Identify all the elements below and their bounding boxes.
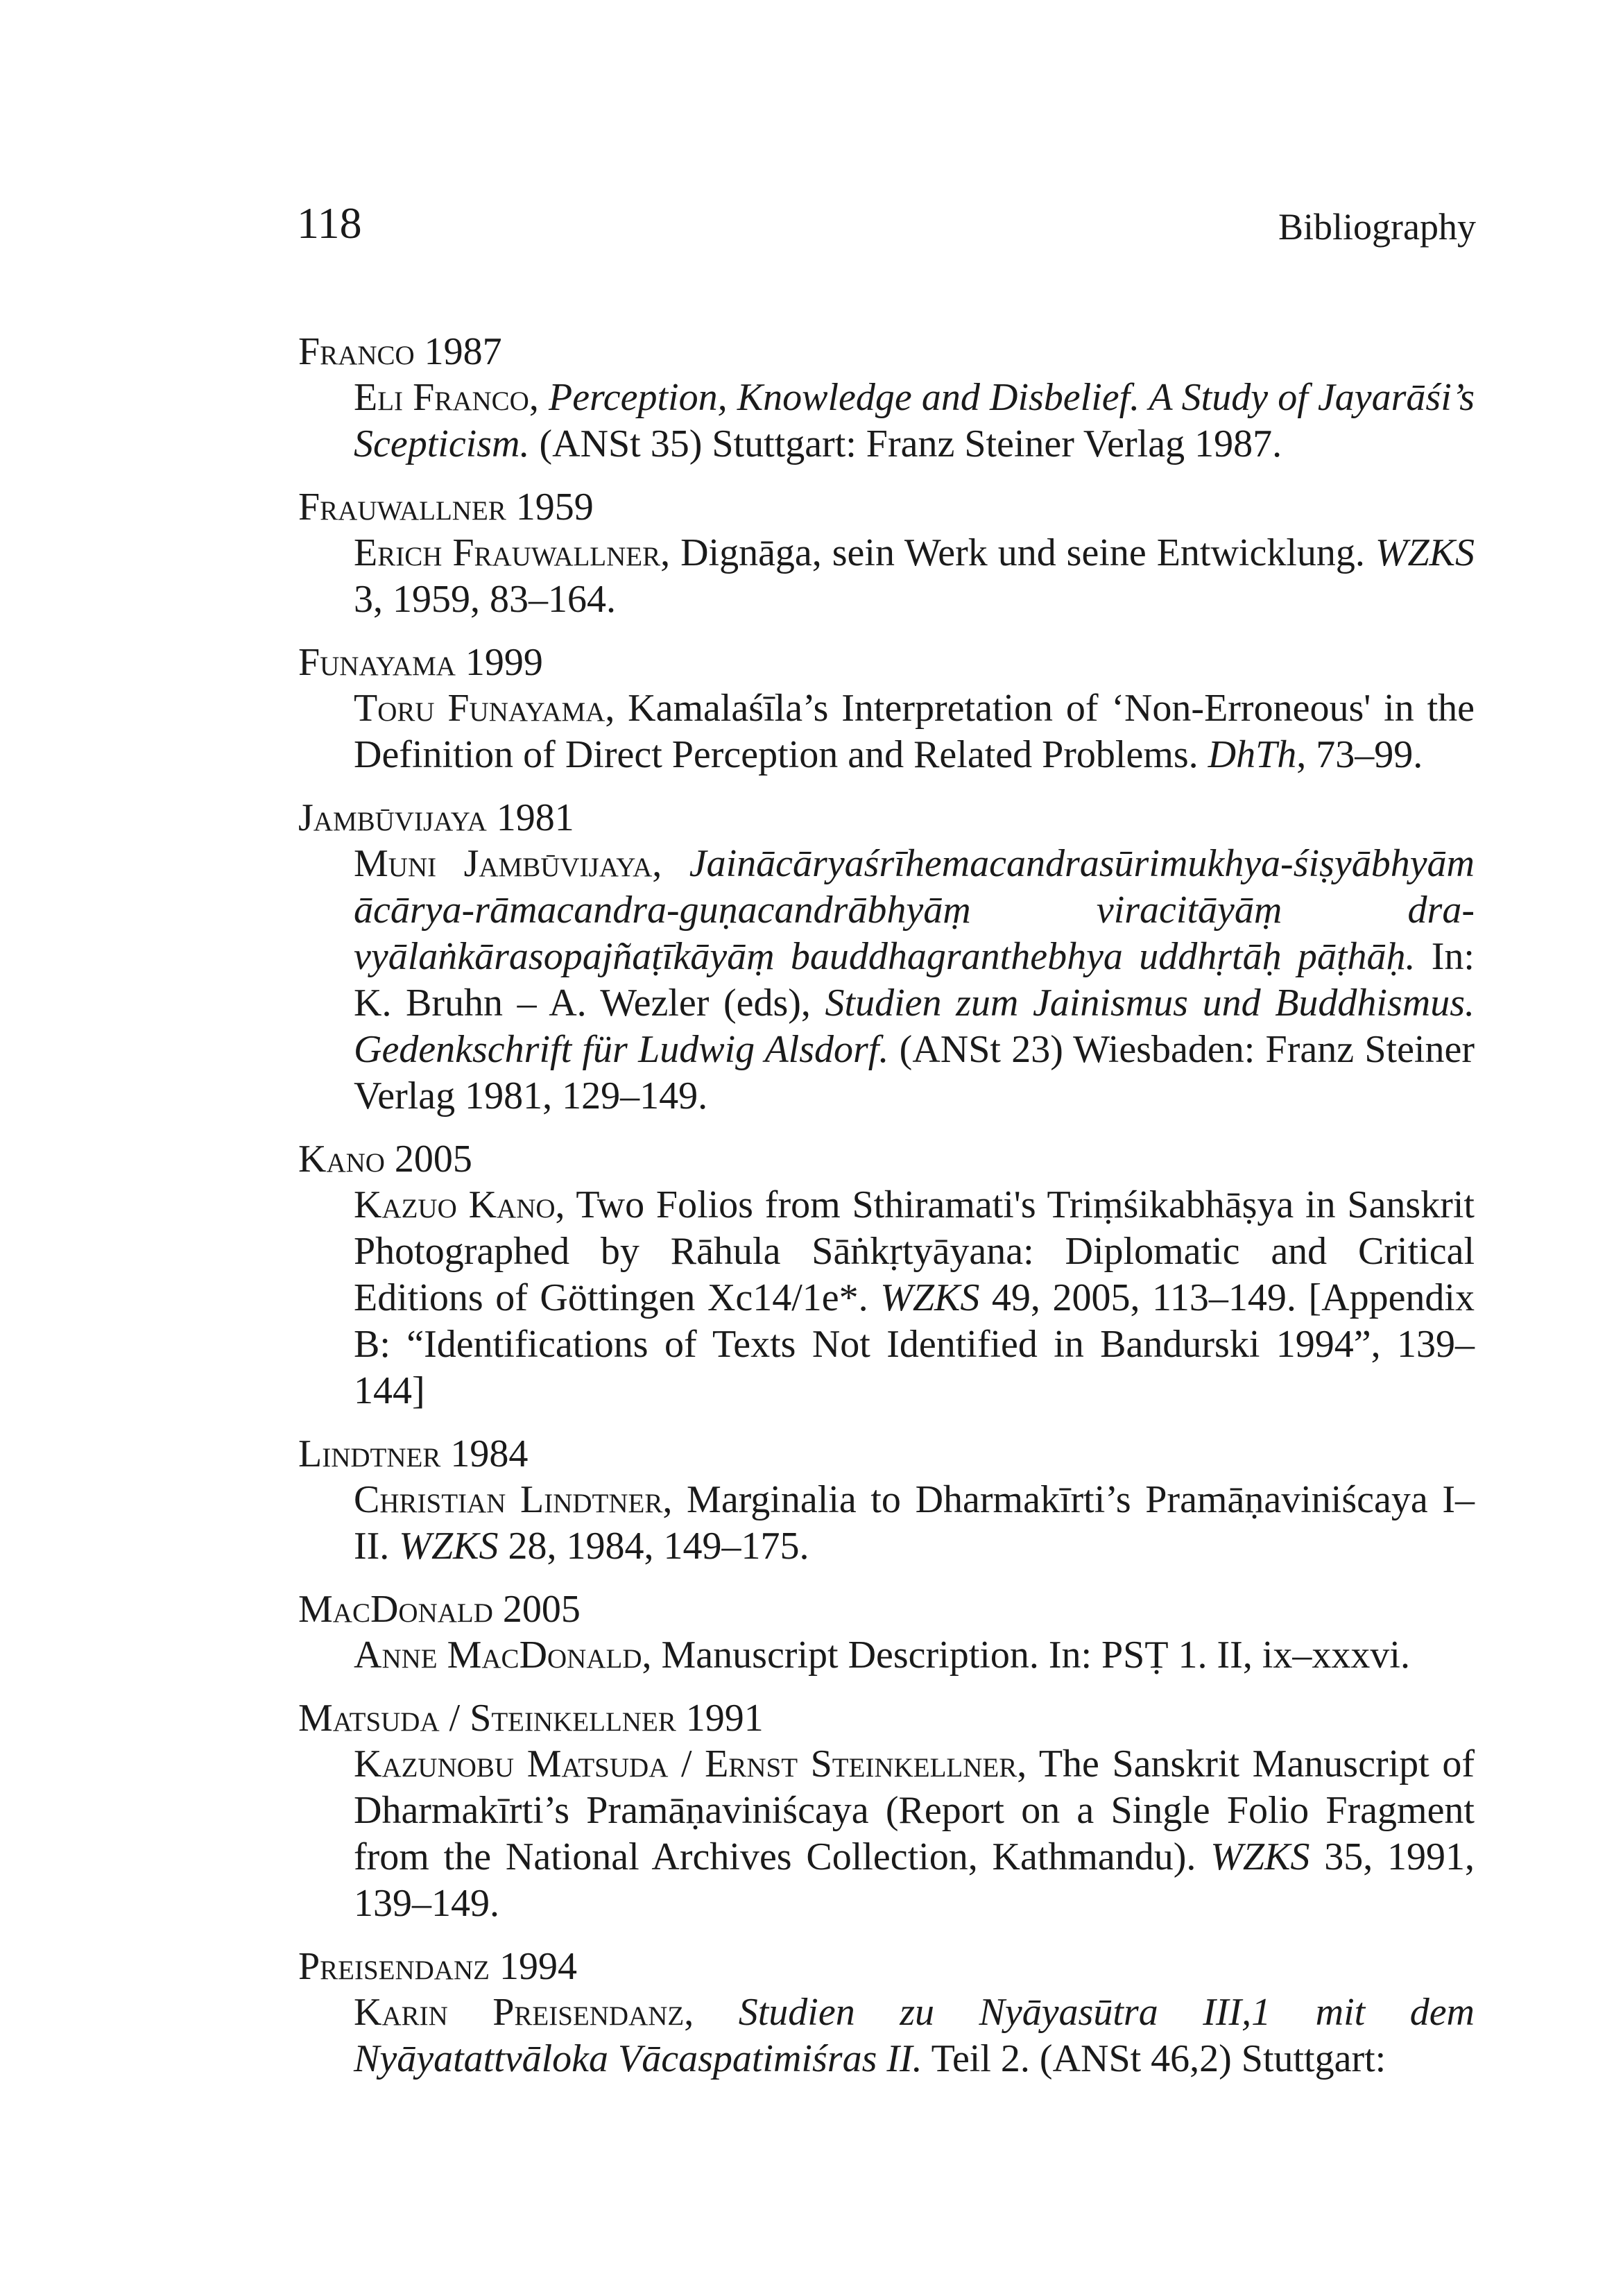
entry-key: Funayama 1999 [298, 641, 543, 684]
entry-key: Kano 2005 [298, 1138, 472, 1181]
entry-title: Studien zu Nyāyasūtra III,1 mit dem Nyāyatattvāloka Vācaspatimiśras II. [354, 1991, 1475, 2080]
entry-body [354, 1632, 1475, 1679]
entry-author: Anne MacDonald [354, 1634, 642, 1677]
entry-title: DhTh [1208, 733, 1297, 776]
entry-body [354, 1989, 1475, 2082]
entry-key: Franco 1987 [298, 330, 502, 373]
entry-key: MacDonald 2005 [298, 1588, 581, 1631]
entry-publication: 35, 1991, 139–149. [354, 1835, 1475, 1925]
entry-author: Eli Franco [354, 376, 529, 419]
entry-title: WZKS [1375, 531, 1475, 574]
entry-publication: Teil 2. (ANSt 46,2) Stuttgart: [922, 2037, 1386, 2080]
entry-author: Christian Lindtner [354, 1478, 663, 1521]
entry-title-secondary: Studien zum Jainismus und Buddhismus. Gedenkschrift für Ludwig Alsdorf. [354, 982, 1475, 1071]
entry-author: Kazuo Kano [354, 1183, 556, 1226]
entry-title: WZKS [399, 1525, 499, 1568]
entry-title: WZKS [1210, 1835, 1310, 1878]
entry-publication: , 73–99. [1296, 733, 1423, 776]
entry-text: , [684, 1991, 739, 2034]
entry-text: , Manuscript Description. In: PSṬ 1. II, ix–xxxvi. [642, 1634, 1410, 1677]
entry-title: Perception, Knowledge and Disbelief. A Study of Jayarāśi’s Scepticism. [354, 376, 1475, 465]
entry-text: , Kamalaśīla’s Interpretation of ‘Non-Erroneous' in the Definition of Direct Perception and Related Problems. [354, 687, 1475, 776]
bibliography-entry [298, 795, 1475, 1120]
bibliography-entry [298, 484, 1475, 623]
entry-text: , [529, 376, 549, 419]
entry-author: Toru Funayama [354, 687, 606, 730]
entry-body [354, 1477, 1475, 1570]
entry-publication: 28, 1984, 149–175. [498, 1525, 809, 1568]
entry-author: Karin Preisendanz [354, 1991, 685, 2034]
entry-publication: (ANSt 23) Wiesbaden: Franz Steiner Verlag 1981, 129–149. [354, 1028, 1475, 1117]
entry-body [354, 1741, 1475, 1927]
bibliography-entry [298, 329, 1475, 468]
entry-key: Frauwallner 1959 [298, 486, 594, 529]
entry-text: , [652, 842, 689, 885]
entry-key: Jambūvijaya 1981 [298, 796, 574, 839]
entry-text: , Two Folios from Sthiramati's Triṃśikabhāṣya in Sanskrit Photographed by Rāhula Sāṅkṛtyāyana: Diplomatic and Critical Editions of Göttingen Xc14/1e*. [354, 1183, 1475, 1319]
entry-author: Kazunobu Matsuda / Ernst Steinkellner [354, 1742, 1017, 1785]
bibliography-entry [298, 1695, 1475, 1927]
page-number: 118 [297, 198, 362, 248]
entry-key: Lindtner 1984 [298, 1432, 529, 1475]
bibliography-entries [298, 329, 1475, 2099]
bibliography-entry [298, 640, 1475, 778]
entry-publication: 3, 1959, 83–164. [354, 578, 616, 621]
entry-body [354, 841, 1475, 1120]
bibliography-entry [298, 1431, 1475, 1570]
entry-publication: (ANSt 35) Stuttgart: Franz Steiner Verlag 1987. [529, 422, 1282, 465]
entry-author: Erich Frauwallner [354, 531, 661, 574]
entry-text: , The Sanskrit Manuscript of Dharmakīrti’s Pramāṇaviniścaya (Report on a Single Folio Fragment from the National Archives Collection, Kathmandu). [354, 1742, 1475, 1878]
entry-body [354, 685, 1475, 778]
entry-body [354, 375, 1475, 468]
entry-title: WZKS [880, 1276, 980, 1319]
entry-author: Muni Jambūvijaya [354, 842, 653, 885]
entry-text: , Marginalia to Dharmakīrti’s Pramāṇaviniścaya I–II. [354, 1478, 1475, 1568]
entry-title: Jainācāryaśrīhemacandrasūrimukhya-śiṣyābhyām ācārya-rāmacandra-guṇacandrābhyāṃ viracitāyāṃ dravyālaṅkārasopajñaṭīkāyāṃ bauddhagranthebhya uddhṛtāḥ pāṭhāḥ. [354, 842, 1475, 978]
entry-publication: 49, 2005, 113–149. [Appendix B: “Identifications of Texts Not Identified in Bandurski 1994”, 139–144] [354, 1276, 1475, 1412]
entry-key: Preisendanz 1994 [298, 1945, 577, 1988]
entry-text: , Dignāga, sein Werk und seine Entwicklung. [660, 531, 1375, 574]
entry-text-mid: In: K. Bruhn – A. Wezler (eds), [354, 935, 1475, 1025]
bibliography-entry [298, 1136, 1475, 1414]
entry-body [354, 530, 1475, 623]
bibliography-entry [298, 1586, 1475, 1679]
bibliography-entry [298, 1944, 1475, 2082]
entry-body [354, 1182, 1475, 1414]
running-head: Bibliography [1278, 206, 1476, 248]
entry-key: Matsuda / Steinkellner 1991 [298, 1697, 764, 1740]
